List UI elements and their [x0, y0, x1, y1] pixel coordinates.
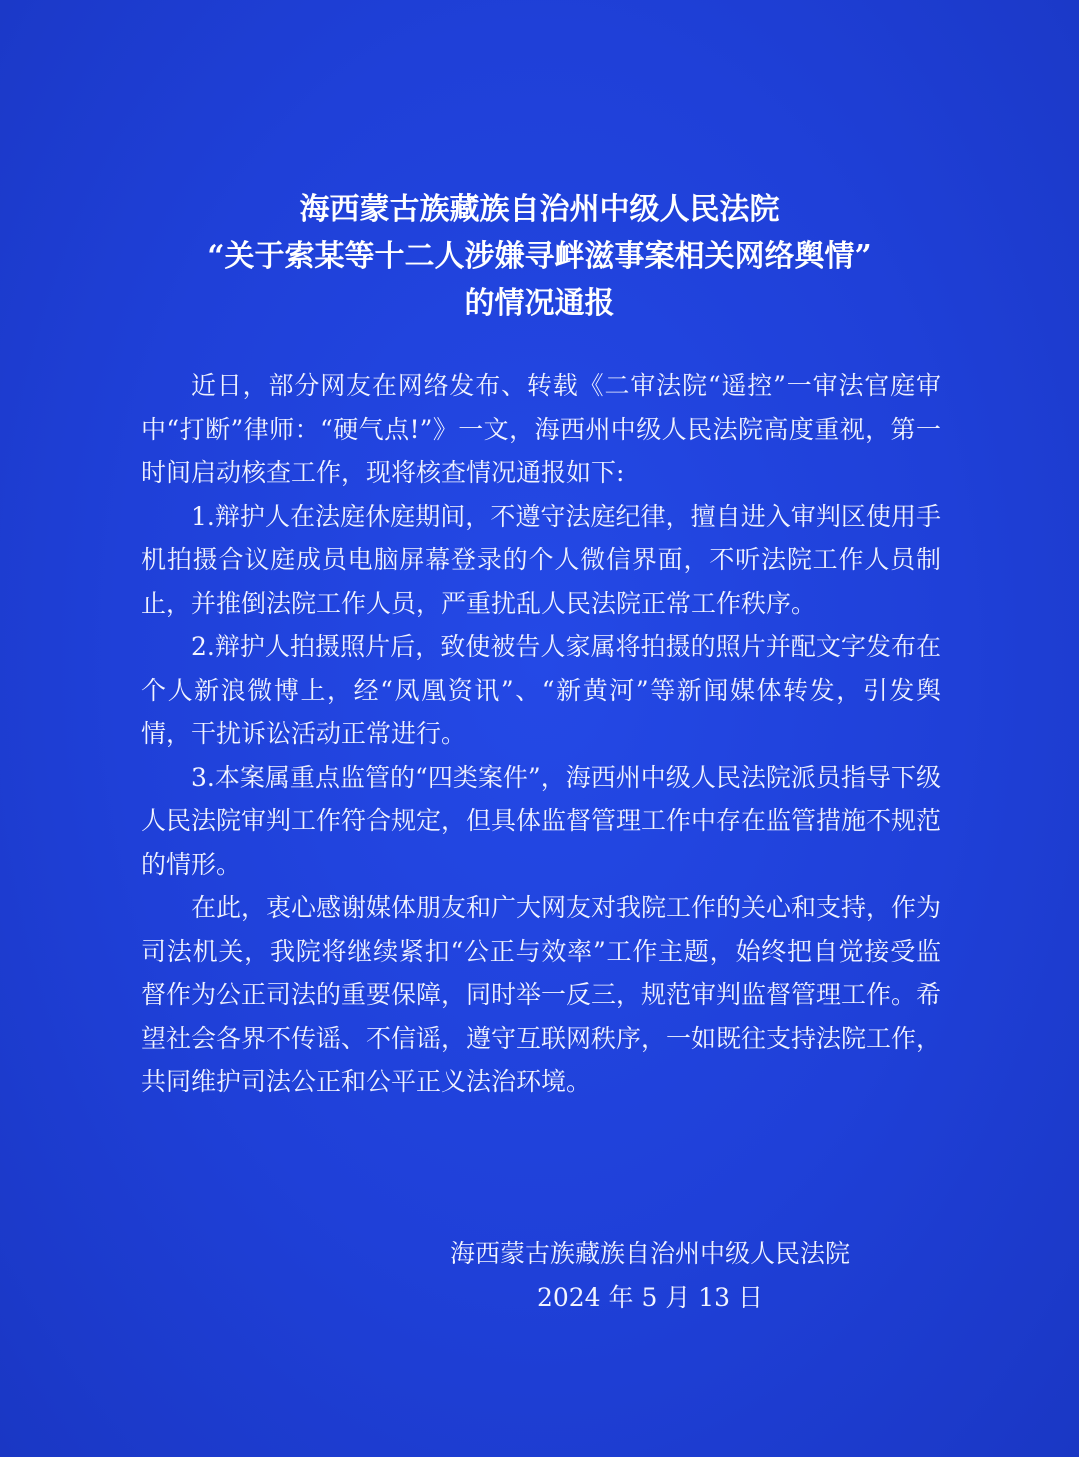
paragraph-item-1: 1.辩护人在法庭休庭期间，不遵守法庭纪律，擅自进入审判区使用手机拍摄合议庭成员电脑屏幕登录的个人微信界面，不听法院工作人员制止，并推倒法院工作人员，严重扰乱人民法院正常工作秩序。 — [141, 501, 941, 618]
notice-body — [141, 364, 941, 1104]
title-line-court: 海西蒙古族藏族自治州中级人民法院 — [299, 192, 780, 227]
title-line-subject: “关于索某等十二人涉嫌寻衅滋事案相关网络舆情” — [207, 239, 872, 274]
paragraph-item-2: 2.辩护人拍摄照片后，致使被告人家属将拍摄的照片并配文字发布在个人新浪微博上，经“凤凰资讯”、“新黄河”等新闻媒体转发，引发舆情，干扰诉讼活动正常进行。 — [141, 632, 941, 748]
signature-date: 2024 年 5 月 13 日 — [536, 1283, 764, 1312]
paragraph-item-3: 3.本案属重点监管的“四类案件”，海西州中级人民法院派员指导下级人民法院审判工作符合规定，但具体监督管理工作中存在监管措施不规范的情形。 — [141, 762, 942, 879]
paragraph-intro: 近日，部分网友在网络发布、转载《二审法院“遥控”一审法官庭审中“打断”律师：“硬气点!”》一文，海西州中级人民法院高度重视，第一时间启动核查工作，现将核查情况通报如下: — [141, 371, 941, 487]
signature-block — [380, 1232, 920, 1320]
notice-title — [0, 186, 1079, 327]
title-line-report: 的情况通报 — [464, 286, 615, 321]
paragraph-closing: 在此，衷心感谢媒体朋友和广大网友对我院工作的关心和支持，作为司法机关，我院将继续紧扣“公正与效率”工作主题，始终把自觉接受监督作为公正司法的重要保障，同时举一反三，规范审判监督管理工作。希望社会各界不传谣、不信谣，遵守互联网秩序，一如既往支持法院工作，共同维护司法公正和公平正义法治环境。 — [141, 893, 942, 1096]
signature-issuer: 海西蒙古族藏族自治州中级人民法院 — [449, 1239, 850, 1268]
